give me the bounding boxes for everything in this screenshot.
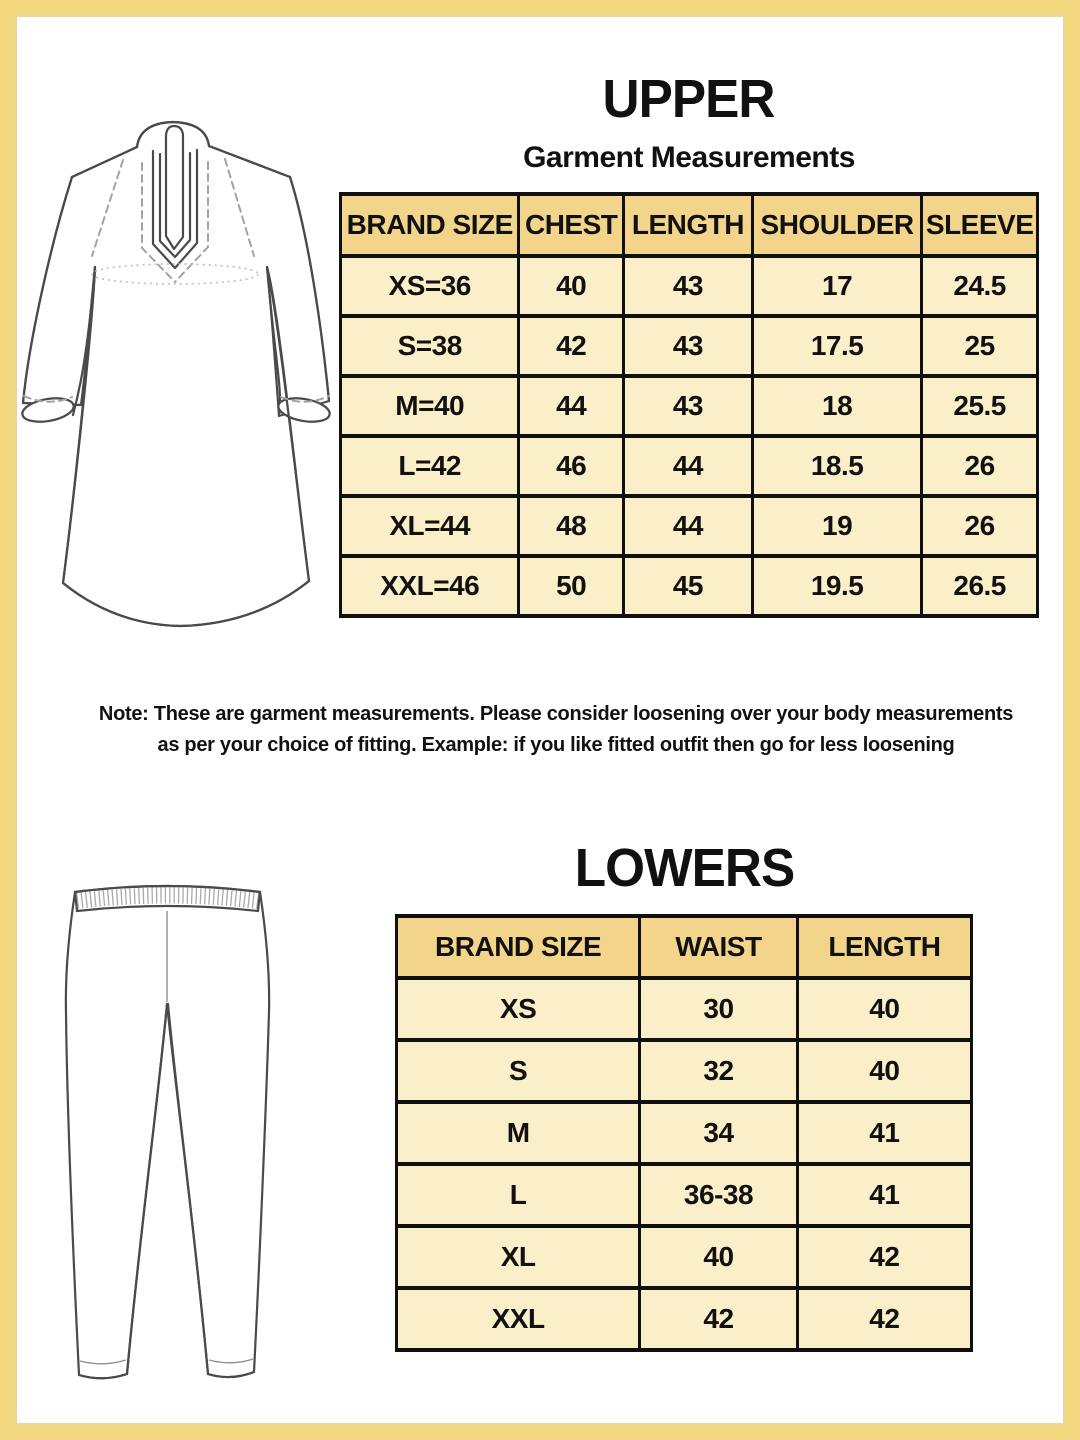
table-cell: 42 xyxy=(519,316,624,376)
header-row xyxy=(397,916,972,978)
table-cell: 44 xyxy=(519,376,624,436)
table-row xyxy=(341,256,1038,316)
table-cell: 17.5 xyxy=(752,316,921,376)
table-row xyxy=(341,376,1038,436)
table-cell: M xyxy=(397,1102,640,1164)
table-cell: 44 xyxy=(623,436,752,496)
table-cell: 26 xyxy=(922,496,1038,556)
table-row xyxy=(341,556,1038,616)
table-row xyxy=(341,436,1038,496)
table-cell: 18 xyxy=(752,376,921,436)
table-cell: S=38 xyxy=(341,316,519,376)
table-cell: 25 xyxy=(922,316,1038,376)
kurta-illustration xyxy=(15,110,347,640)
note-line-2: as per your choice of fitting. Example: if you like fitted outfit then go for less loosening xyxy=(157,734,955,756)
note-line-1: Note: These are garment measurements. Please consider loosening over your body measurements xyxy=(98,703,1014,725)
table-row xyxy=(397,1164,972,1226)
column-header: SLEEVE xyxy=(922,194,1038,256)
measurement-note xyxy=(31,699,1080,761)
column-header: BRAND SIZE xyxy=(341,194,519,256)
column-header: BRAND SIZE xyxy=(397,916,640,978)
upper-section-title xyxy=(339,69,1039,129)
table-row xyxy=(341,316,1038,376)
lowers-section-title xyxy=(395,838,973,898)
table-cell: XL xyxy=(397,1226,640,1288)
table-cell: 43 xyxy=(623,316,752,376)
table-cell: 32 xyxy=(640,1040,798,1102)
table-cell: 36-38 xyxy=(640,1164,798,1226)
table-cell: 44 xyxy=(623,496,752,556)
table-cell: XS xyxy=(397,978,640,1040)
upper-title-text: UPPER xyxy=(602,69,775,129)
column-header: LENGTH xyxy=(797,916,971,978)
table-cell: 19 xyxy=(752,496,921,556)
table-cell: 50 xyxy=(519,556,624,616)
table-cell: 30 xyxy=(640,978,798,1040)
table-cell: 41 xyxy=(797,1164,971,1226)
table-cell: L xyxy=(397,1164,640,1226)
table-cell: 46 xyxy=(519,436,624,496)
column-header: SHOULDER xyxy=(752,194,921,256)
lowers-title-text: LOWERS xyxy=(574,838,794,898)
table-cell: XXL xyxy=(397,1288,640,1350)
leggings-illustration xyxy=(63,872,272,1390)
column-header: LENGTH xyxy=(623,194,752,256)
column-header: WAIST xyxy=(640,916,798,978)
table-row xyxy=(397,1226,972,1288)
table-cell: 40 xyxy=(640,1226,798,1288)
header-row xyxy=(341,194,1038,256)
table-cell: 40 xyxy=(519,256,624,316)
table-cell: 26.5 xyxy=(922,556,1038,616)
table-cell: 40 xyxy=(797,978,971,1040)
table-cell: L=42 xyxy=(341,436,519,496)
table-cell: 17 xyxy=(752,256,921,316)
table-cell: 42 xyxy=(797,1226,971,1288)
table-cell: 48 xyxy=(519,496,624,556)
table-cell: XS=36 xyxy=(341,256,519,316)
table-cell: S xyxy=(397,1040,640,1102)
table-row xyxy=(397,1102,972,1164)
table-row xyxy=(341,496,1038,556)
column-header: CHEST xyxy=(519,194,624,256)
table-cell: 24.5 xyxy=(922,256,1038,316)
table-cell: 43 xyxy=(623,376,752,436)
table-cell: 25.5 xyxy=(922,376,1038,436)
table-cell: M=40 xyxy=(341,376,519,436)
table-cell: 18.5 xyxy=(752,436,921,496)
table-cell: 26 xyxy=(922,436,1038,496)
table-cell: 42 xyxy=(640,1288,798,1350)
lowers-measurements-table xyxy=(395,914,973,1352)
table-cell: 34 xyxy=(640,1102,798,1164)
table-row xyxy=(397,1288,972,1350)
upper-section-subtitle: Garment Measurements xyxy=(523,141,855,174)
table-row xyxy=(397,1040,972,1102)
table-cell: 41 xyxy=(797,1102,971,1164)
table-cell: 43 xyxy=(623,256,752,316)
table-cell: 42 xyxy=(797,1288,971,1350)
table-cell: 45 xyxy=(623,556,752,616)
table-cell: 19.5 xyxy=(752,556,921,616)
upper-measurements-table xyxy=(339,192,1039,618)
table-cell: XXL=46 xyxy=(341,556,519,616)
table-row xyxy=(397,978,972,1040)
table-cell: 40 xyxy=(797,1040,971,1102)
table-cell: XL=44 xyxy=(341,496,519,556)
